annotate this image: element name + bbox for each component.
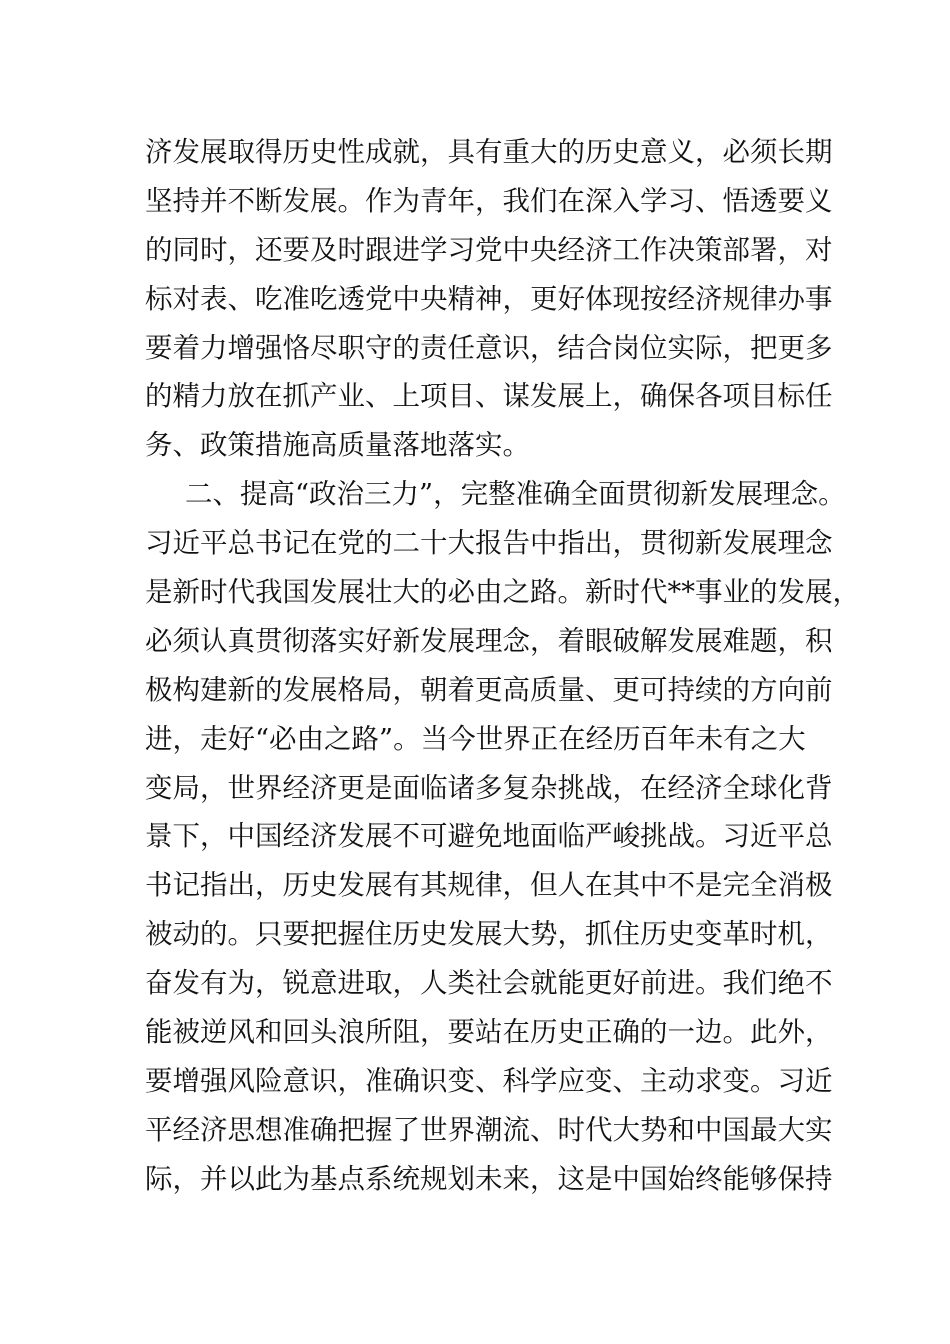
text-line: 能被逆风和回头浪所阻，要站在历史正确的一边。此外， (145, 1016, 833, 1049)
text-line: 景下，中国经济发展不可避免地面临严峻挑战。习近平总 (145, 820, 833, 853)
text-line: 奋发有为，锐意进取，人类社会就能更好前进。我们绝不 (145, 967, 833, 1000)
text-line: 书记指出，历史发展有其规律，但人在其中不是完全消极 (145, 869, 833, 902)
text-line: 进，走好“必由之路”。当今世界正在经历百年未有之大 (145, 722, 806, 755)
text-line: 济发展取得历史性成就，具有重大的历史意义，必须长期 (145, 136, 833, 168)
text-line: 必须认真贯彻落实好新发展理念，着眼破解发展难题，积 (145, 624, 833, 657)
text-line: 的同时，还要及时跟进学习党中央经济工作决策部署，对 (145, 233, 833, 266)
text-line: 务、政策措施高质量落地落实。 (145, 429, 530, 462)
text-line: 变局，世界经济更是面临诸多复杂挑战，在经济全球化背 (145, 771, 833, 804)
text-line: 标对表、吃准吃透党中央精神，更好体现按经济规律办事 (145, 282, 833, 315)
text-line: 被动的。只要把握住历史发展大势，抓住历史变革时机， (145, 918, 833, 951)
text-line: 要增强风险意识，准确识变、科学应变、主动求变。习近 (145, 1064, 833, 1097)
section-heading-line: 二、提高“政治三力”，完整准确全面贯彻新发展理念。 (185, 478, 846, 511)
text-line: 极构建新的发展格局，朝着更高质量、更可持续的方向前 (145, 673, 833, 706)
text-line: 习近平总书记在党的二十大报告中指出，贯彻新发展理念 (145, 527, 833, 560)
text-line: 的精力放在抓产业、上项目、谋发展上，确保各项目标任 (145, 380, 833, 413)
text-line: 要着力增强恪尽职守的责任意识，结合岗位实际，把更多 (145, 331, 833, 364)
text-line: 坚持并不断发展。作为青年，我们在深入学习、悟透要义 (145, 184, 833, 217)
text-line: 是新时代我国发展壮大的必由之路。新时代**事业的发展， (145, 576, 860, 609)
text-line: 平经济思想准确把握了世界潮流、时代大势和中国最大实 (145, 1113, 833, 1146)
text-line: 际，并以此为基点系统规划未来，这是中国始终能够保持 (145, 1162, 833, 1195)
body-text (145, 128, 860, 1204)
